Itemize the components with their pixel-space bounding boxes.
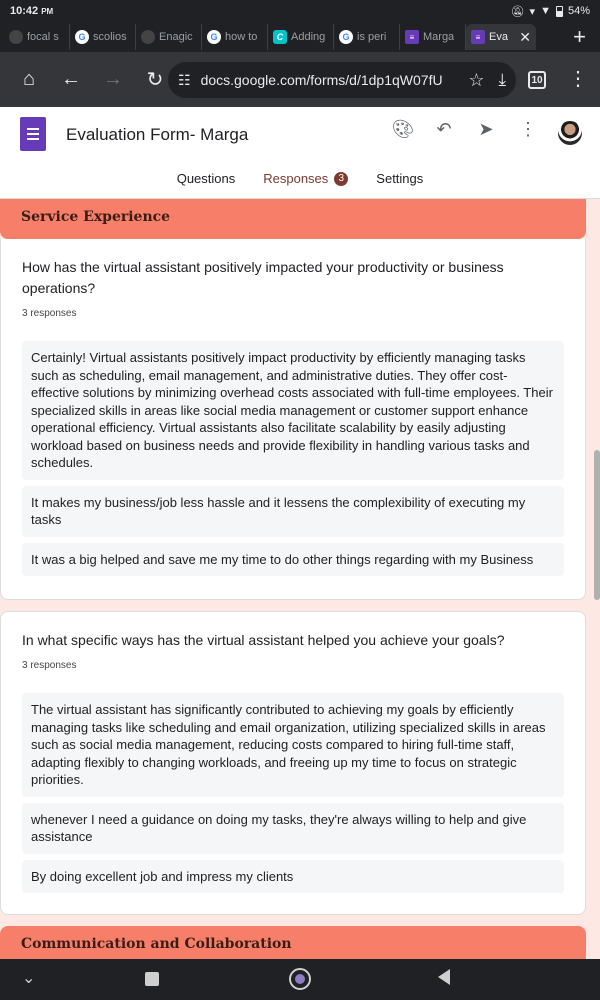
browser-tab[interactable]: focal s	[4, 24, 70, 50]
forward-arrow-icon[interactable]: →	[103, 68, 123, 90]
battery-level: 54%	[567, 5, 590, 17]
back-arrow-icon[interactable]: ←	[61, 68, 81, 90]
google-icon: G	[339, 30, 353, 44]
response-item: It makes my business/job less hassle and it lessens the complexibility of executing my tasks	[22, 486, 564, 537]
browser-tab-active[interactable]: ≡ Eva ✕	[466, 24, 536, 50]
section-header: Service Experience	[0, 199, 586, 239]
tab-favicon	[9, 30, 23, 44]
forms-header	[0, 107, 600, 199]
undo-icon[interactable]: ↶	[436, 119, 452, 139]
browser-tab[interactable]: C Adding	[268, 24, 334, 50]
status-time: 10:42 PM	[10, 5, 54, 17]
recents-icon[interactable]	[145, 972, 159, 986]
wifi-icon: ▼	[540, 5, 551, 17]
tab-settings[interactable]: Settings	[376, 171, 424, 186]
status-icons	[511, 5, 590, 18]
forms-icon: ≡	[405, 30, 419, 44]
bookmark-star-icon[interactable]: ☆	[468, 69, 485, 90]
tab-responses[interactable]: Responses 3	[249, 171, 362, 194]
form-title[interactable]: Evaluation Form- Marga	[66, 125, 249, 144]
google-icon: G	[207, 30, 221, 44]
response-list	[22, 693, 564, 893]
chevron-down-icon[interactable]: ⌄	[22, 970, 36, 987]
responses-count-badge: 3	[334, 172, 348, 186]
question-text: In what specific ways has the virtual assistant helped you achieve your goals?	[22, 632, 505, 648]
browser-menu-icon[interactable]: ⋮	[568, 68, 588, 90]
response-item: It was a big helped and save me my time to do other things regarding with my Business	[22, 543, 564, 577]
response-item: Certainly! Virtual assistants positively impact productivity by efficiently managing tasks such as scheduling, email management, and administrative duties. They offer cost-effective solutions by minimizing overhead costs associated with full-time employees. Their specialized skills in areas like social media management or customer support enhance operational efficiency. Virtual assistants also facilitate scalability by easily adjusting workload based on business needs and provide flexibility in handling various tasks and schedules.	[22, 341, 564, 480]
responses-content[interactable]	[0, 199, 600, 959]
browser-toolbar	[0, 52, 600, 107]
new-tab-icon[interactable]: +	[573, 24, 586, 49]
download-icon[interactable]: ⤓	[498, 70, 506, 89]
reload-icon[interactable]: ↻	[146, 69, 164, 91]
tab-favicon	[141, 30, 155, 44]
tab-questions[interactable]: Questions	[176, 171, 236, 186]
google-icon: G	[75, 30, 89, 44]
send-icon[interactable]: ➤	[478, 119, 494, 139]
response-count: 3 responses	[22, 308, 77, 319]
address-bar[interactable]	[168, 62, 516, 98]
url-text[interactable]: docs.google.com/forms/d/1dp1qW07fU	[200, 72, 443, 88]
tab-switcher-button[interactable]: 10	[528, 71, 546, 89]
close-tab-icon[interactable]: ✕	[519, 28, 531, 45]
browser-tab[interactable]: G is peri	[334, 24, 400, 50]
home-icon[interactable]: ⌂	[22, 68, 36, 90]
back-triangle-icon[interactable]	[438, 969, 450, 985]
mute-icon: 🔕︎	[510, 5, 525, 18]
browser-tab[interactable]: G how to	[202, 24, 268, 50]
question-text: How has the virtual assistant positively impacted your productivity or business operations?	[22, 259, 504, 296]
section-header: Communication and Collaboration	[0, 926, 586, 959]
response-item: The virtual assistant has significantly contributed to achieving my goals by efficiently managing tasks like scheduling and email organization, utilizing specialized skills in areas such as social media management, reducing costs compared to hiring full-time staff, adapting flexibly to changing workloads, and freeing up my time to focus on strategic priorities.	[22, 693, 564, 797]
avatar[interactable]	[558, 121, 582, 145]
browser-tab[interactable]: Enagic	[136, 24, 202, 50]
response-list	[22, 341, 564, 576]
question-card	[0, 611, 586, 915]
battery-icon	[556, 6, 563, 17]
browser-tab[interactable]: G scolios	[70, 24, 136, 50]
canva-icon: C	[273, 30, 287, 44]
signal-icon: ▾	[529, 5, 536, 18]
google-forms-logo-icon[interactable]	[20, 117, 46, 151]
forms-icon: ≡	[471, 30, 485, 44]
response-count: 3 responses	[22, 660, 77, 671]
response-item: By doing excellent job and impress my clients	[22, 860, 564, 894]
question-card	[0, 239, 586, 600]
site-settings-icon[interactable]: ☷	[178, 71, 191, 88]
browser-tab[interactable]: ≡ Marga	[400, 24, 466, 50]
page-scrollbar[interactable]	[594, 450, 600, 600]
more-options-icon[interactable]: ⋮	[519, 119, 537, 139]
form-tabs	[0, 171, 600, 194]
home-button-icon[interactable]	[289, 968, 311, 990]
browser-tab-strip	[0, 22, 600, 52]
palette-icon[interactable]: 🎨︎	[391, 119, 415, 139]
response-item: whenever I need a guidance on doing my tasks, they're always willing to help and give assistance	[22, 803, 564, 854]
system-nav-bar	[0, 959, 600, 1000]
status-bar	[0, 0, 600, 22]
